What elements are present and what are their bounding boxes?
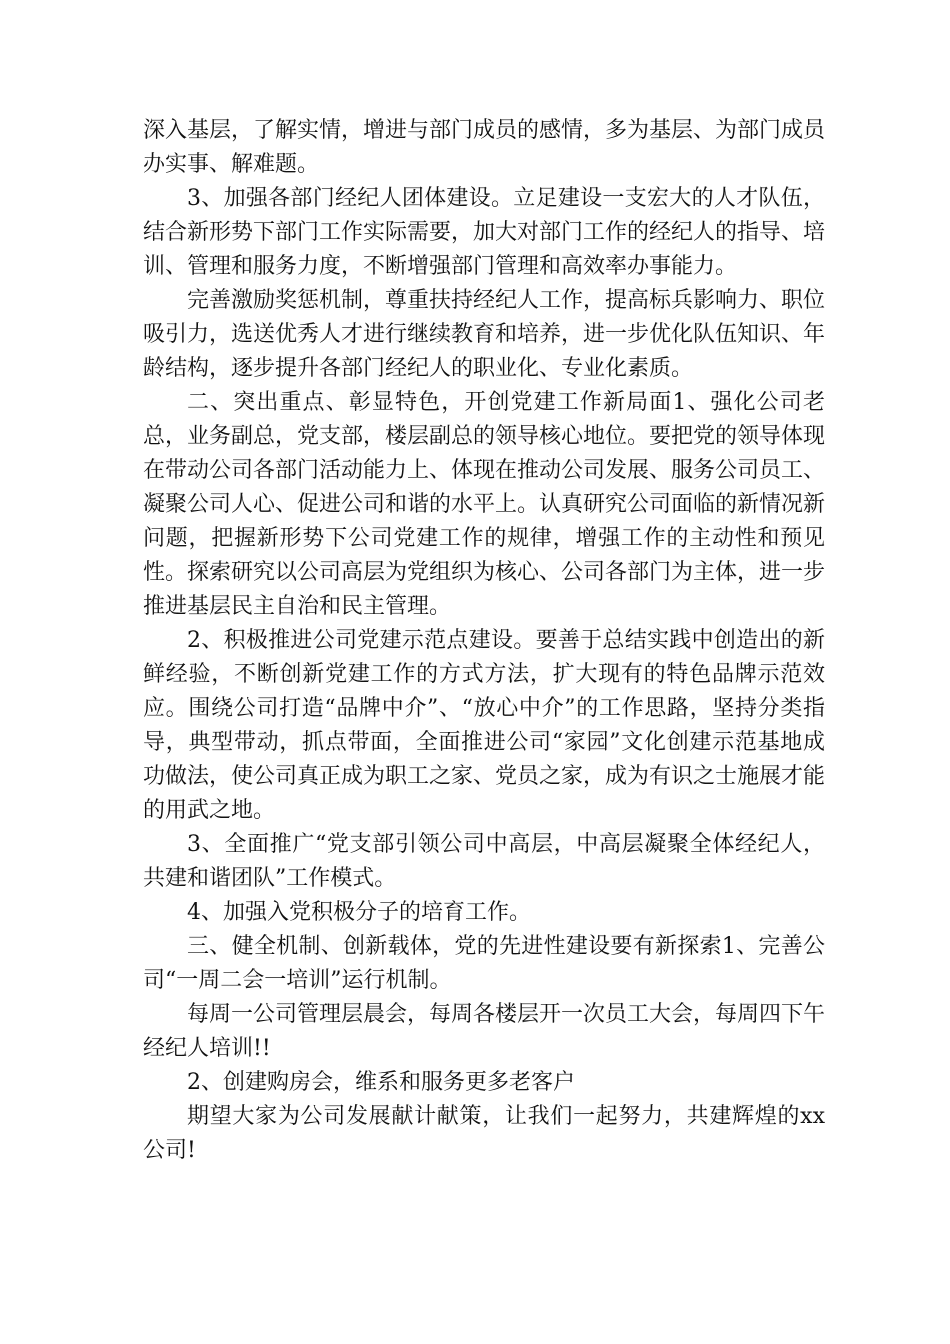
paragraph: 3、全面推广“党支部引领公司中高层，中高层凝聚全体经纪人，共建和谐团队”工作模式。: [143, 832, 825, 891]
paragraph: 4、加强入党积极分子的培育工作。: [187, 900, 531, 925]
paragraph: 深入基层，了解实情，增进与部门成员的感情，多为基层、为部门成员办实事、解难题。: [143, 118, 826, 177]
paragraph: 3、加强各部门经纪人团体建设。立足建设一支宏大的人才队伍，结合新形势下部门工作实际需要，加大对部门工作的经纪人的指导、培训、管理和服务力度，不断增强部门管理和高效率办事能力。: [143, 186, 826, 279]
paragraph: 期望大家为公司发展献计献策，让我们一起努力，共建辉煌的xx公司!: [143, 1104, 825, 1163]
paragraph: 二、突出重点、彰显特色，开创党建工作新局面1、强化公司老总，业务副总，党支部，楼层副总的领导核心地位。要把党的领导体现在带动公司各部门活动能力上、体现在推动公司发展、服务公司员工、凝聚公司人心、促进公司和谐的水平上。认真研究公司面临的新情况新问题，把握新形势下公司党建工作的规律，增强工作的主动性和预见性。探索研究以公司高层为党组织为核心、公司各部门为主体，进一步推进基层民主自治和民主管理。: [143, 390, 826, 619]
paragraph: 2、积极推进公司党建示范点建设。要善于总结实践中创造出的新鲜经验，不断创新党建工作的方式方法，扩大现有的特色品牌示范效应。围绕公司打造“品牌中介”、“放心中介”的工作思路，坚持分类指导，典型带动，抓点带面，全面推进公司“家园”文化创建示范基地成功做法，使公司真正成为职工之家、党员之家，成为有识之士施展才能的用武之地。: [143, 628, 826, 823]
paragraph: 完善激励奖惩机制，尊重扶持经纪人工作，提高标兵影响力、职位吸引力，选送优秀人才进行继续教育和培养，进一步优化队伍知识、年龄结构，逐步提升各部门经纪人的职业化、专业化素质。: [143, 288, 826, 381]
paragraph: 2、创建购房会，维系和服务更多老客户: [187, 1070, 575, 1095]
paragraph: 每周一公司管理层晨会，每周各楼层开一次员工大会，每周四下午经纪人培训!!: [143, 1002, 826, 1061]
document-body: [143, 114, 825, 1168]
paragraph: 三、健全机制、创新载体，党的先进性建设要有新探索1、完善公司“一周二会一培训”运行机制。: [143, 934, 825, 993]
